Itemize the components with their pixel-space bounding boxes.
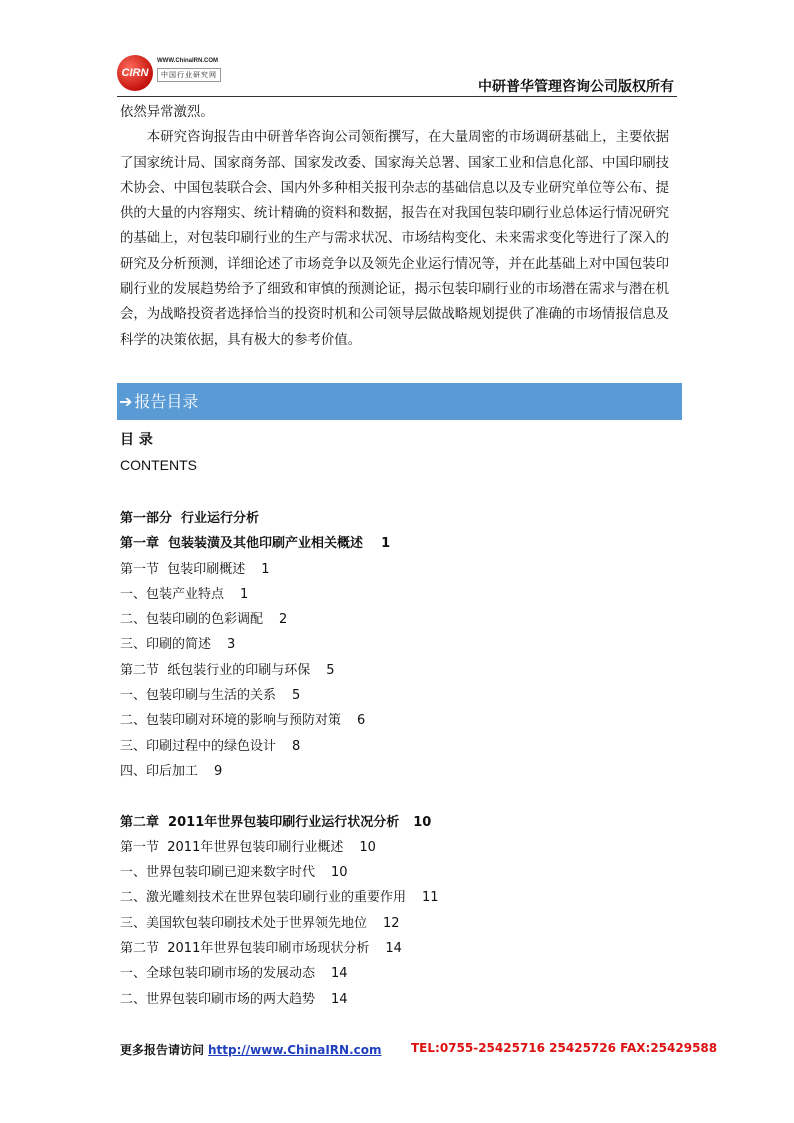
toc-item-title: 四、印后加工: [120, 763, 199, 779]
toc-item-title: 一、包装印刷与生活的关系: [120, 688, 277, 704]
footer-more-label: 更多报告请访问: [120, 1043, 205, 1057]
toc-page-number: 1: [240, 586, 249, 602]
toc-page-number: 3: [227, 637, 236, 653]
toc-banner: [117, 383, 682, 420]
toc-item-title: 二、激光雕刻技术在世界包装印刷行业的重要作用: [120, 890, 407, 906]
toc-page-number: 11: [422, 890, 439, 906]
toc-item[interactable]: [120, 708, 680, 733]
toc-heading-cn: 目 录: [120, 432, 153, 448]
toc-item[interactable]: [120, 936, 680, 961]
toc-page-number: 2: [279, 612, 288, 628]
logo-url: WWW.ChinaIRN.COM: [157, 58, 218, 64]
toc-page-number: 10: [413, 814, 432, 830]
toc-item[interactable]: [120, 885, 680, 910]
footer-url-link[interactable]: http://www.ChinaIRN.com: [208, 1043, 382, 1057]
toc-page-number: 9: [214, 763, 223, 779]
toc-item[interactable]: [120, 557, 680, 582]
toc-item[interactable]: [120, 582, 680, 607]
toc-item-title: 第二节 纸包装行业的印刷与环保: [120, 662, 311, 678]
footer: [120, 1041, 718, 1058]
toc-chapter-1-items: [120, 557, 680, 785]
toc-page-number: 14: [385, 941, 402, 957]
header-divider: [117, 96, 677, 97]
toc-page-number: 5: [292, 688, 301, 704]
toc-item[interactable]: [120, 632, 680, 657]
toc-item[interactable]: [120, 734, 680, 759]
toc-item-title: 第一节 2011年世界包装印刷行业概述: [120, 839, 344, 855]
toc-heading-en: CONTENTS: [120, 457, 197, 473]
company-logo: [117, 55, 292, 91]
toc-item[interactable]: [120, 759, 680, 784]
toc-item[interactable]: [120, 683, 680, 708]
toc-item-title: 一、全球包装印刷市场的发展动态: [120, 966, 316, 982]
logo-name: 中国行业研究网: [157, 68, 221, 82]
toc-item-title: 二、包装印刷的色彩调配: [120, 612, 264, 628]
toc-item[interactable]: [120, 860, 680, 885]
toc-item-title: 二、包装印刷对环境的影响与预防对策: [120, 713, 342, 729]
footer-contact: TEL:0755-25425716 25425726 FAX:25429588: [411, 1041, 718, 1055]
toc-chapter-title: 第一章 包装装潢及其他印刷产业相关概述: [120, 536, 364, 552]
toc-page-number: 1: [381, 536, 391, 552]
toc-item[interactable]: [120, 835, 680, 860]
toc-item-title: 第二节 2011年世界包装印刷市场现状分析: [120, 941, 370, 957]
toc-item-title: 三、印刷过程中的绿色设计: [120, 738, 277, 754]
toc-page-number: 14: [331, 966, 348, 982]
toc-page-number: 10: [359, 839, 376, 855]
toc-chapter-2-items: [120, 835, 680, 1012]
toc-list: [120, 506, 680, 1012]
toc-item-title: 三、印刷的简述: [120, 637, 212, 653]
toc-item[interactable]: [120, 961, 680, 986]
toc-item-title: 一、包装产业特点: [120, 586, 225, 602]
toc-item-title: 第一节 包装印刷概述: [120, 561, 246, 577]
toc-chapter-title: 第二章 2011年世界包装印刷行业运行状况分析: [120, 814, 400, 830]
toc-page-number: 14: [331, 991, 348, 1007]
toc-item[interactable]: [120, 607, 680, 632]
toc-page-number: 1: [261, 561, 270, 577]
logo-mark: CIRN: [117, 55, 153, 91]
toc-item-title: 三、美国软包装印刷技术处于世界领先地位: [120, 915, 368, 931]
toc-item-title: 二、世界包装印刷市场的两大趋势: [120, 991, 316, 1007]
toc-page-number: 8: [292, 738, 301, 754]
toc-page-number: 6: [357, 713, 366, 729]
intro-paragraph: 本研究咨询报告由中研普华咨询公司领衔撰写，在大量周密的市场调研基础上，主要依据了国家统计局、国家商务部、国家发改委、国家海关总署、国家工业和信息化部、中国印刷技术协会、中国包装联合会、国内外多种相关报刊杂志的基础信息以及专业研究单位等公布、提供的大量的内容翔实、统计精确的资料和数据，报告在对我国包装印刷行业总体运行情况研究的基础上，对包装印刷行业的生产与需求状况、市场结构变化、未来需求变化等进行了深入的研究及分析预测，详细论述了市场竞争以及领先企业运行情况等，并在此基础上对中国包装印刷行业的发展趋势给予了细致和审慎的预测论证，揭示包装印刷行业的市场潜在需求与潜在机会，为战略投资者选择恰当的投资时机和公司领导层做战略规划提供了准确的市场情报信息及科学的决策依据，具有极大的参考价值。: [120, 130, 670, 348]
toc-page-number: 12: [383, 915, 400, 931]
toc-part-title: 第一部分 行业运行分析: [120, 511, 260, 526]
arrow-right-icon: ➔: [119, 392, 133, 411]
toc-spacer: [120, 784, 680, 809]
toc-item-title: 一、世界包装印刷已迎来数字时代: [120, 865, 316, 881]
toc-item[interactable]: [120, 987, 680, 1012]
toc-banner-label: 报告目录: [134, 392, 199, 411]
toc-item[interactable]: [120, 911, 680, 936]
intro-text: [120, 100, 676, 353]
toc-page-number: 5: [326, 662, 335, 678]
toc-item[interactable]: [120, 658, 680, 683]
toc-chapter-1[interactable]: [120, 531, 680, 556]
intro-line-1: 依然异常激烈。: [120, 105, 214, 120]
header-title: 中研普华管理咨询公司版权所有: [478, 79, 674, 95]
toc-page-number: 10: [331, 865, 348, 881]
toc-chapter-2[interactable]: [120, 810, 680, 835]
